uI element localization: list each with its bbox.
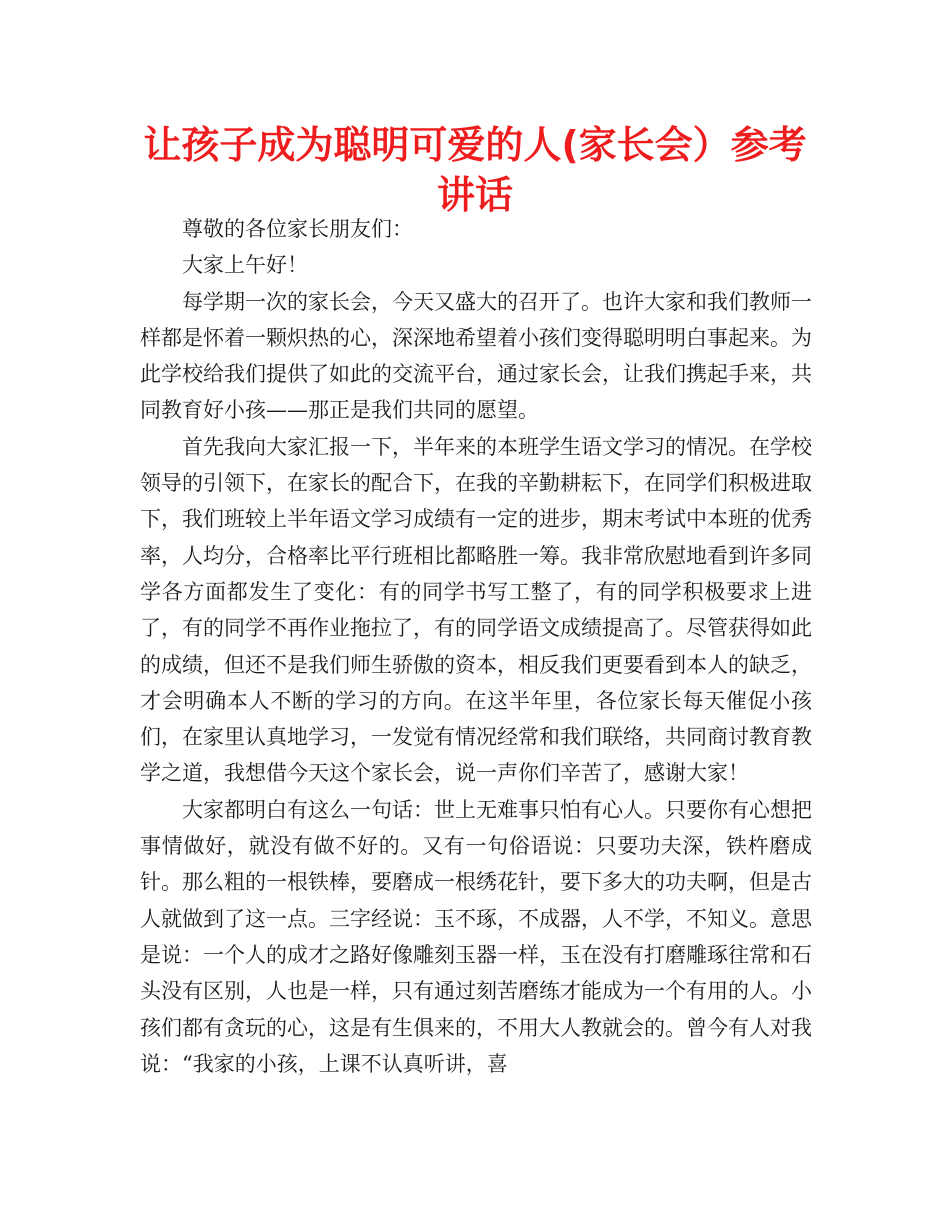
body-paragraph-1: 每学期一次的家长会，今天又盛大的召开了。也许大家和我们教师一样都是怀着一颗炽热的心，深深地希望着小孩们变得聪明明白事起来。为此学校给我们提供了如此的交流平台，通过家长会，让我们携起手来，共同教育好小孩——那正是我们共同的愿望。 bbox=[140, 289, 812, 423]
document-title: 让孩子成为聪明可爱的人(家长会）参考讲话 bbox=[143, 123, 807, 217]
body-paragraph-3: 大家都明白有这么一句话：世上无难事只怕有心人。只要你有心想把事情做好，就没有做不好的。又有一句俗语说：只要功夫深，铁杵磨成针。那么粗的一根铁棒，要磨成一根绣花针，要下多大的功夫啊，但是古人就做到了这一点。三字经说：玉不琢，不成器，人不学，不知义。意思是说：一个人的成才之路好像雕刻玉器一样，玉在没有打磨雕琢往常和石头没有区别，人也是一样，只有通过刻苦磨练才能成为一个有用的人。小孩们都有贪玩的心，这是有生俱来的，不用大人教就会的。曾今有人对我说：“我家的小孩，上课不认真听讲，喜 bbox=[140, 797, 812, 1076]
greeting-paragraph: 尊敬的各位家长朋友们： bbox=[182, 217, 413, 241]
salutation-paragraph: 大家上午好！ bbox=[182, 253, 308, 278]
document-body bbox=[140, 211, 812, 1082]
body-paragraph-2: 首先我向大家汇报一下，半年来的本班学生语文学习的情况。在学校领导的引领下，在家长的配合下，在我的辛勤耕耘下，在同学们积极进取下，我们班较上半年语文学习成绩有一定的进步，期末考试中本班的优秀率，人均分，合格率比平行班相比都略胜一筹。我非常欣慰地看到许多同学各方面都发生了变化：有的同学书写工整了，有的同学积极要求上进了，有的同学不再作业拖拉了，有的同学语文成绩提高了。尽管获得如此的成绩，但还不是我们师生骄傲的资本，相反我们更要看到本人的缺乏，才会明确本人不断的学习的方向。在这半年里，各位家长每天催促小孩们，在家里认真地学习，一发觉有情况经常和我们联络，共同商讨教育教学之道，我想借今天这个家长会，说一声你们辛苦了，感谢大家！ bbox=[140, 434, 812, 786]
